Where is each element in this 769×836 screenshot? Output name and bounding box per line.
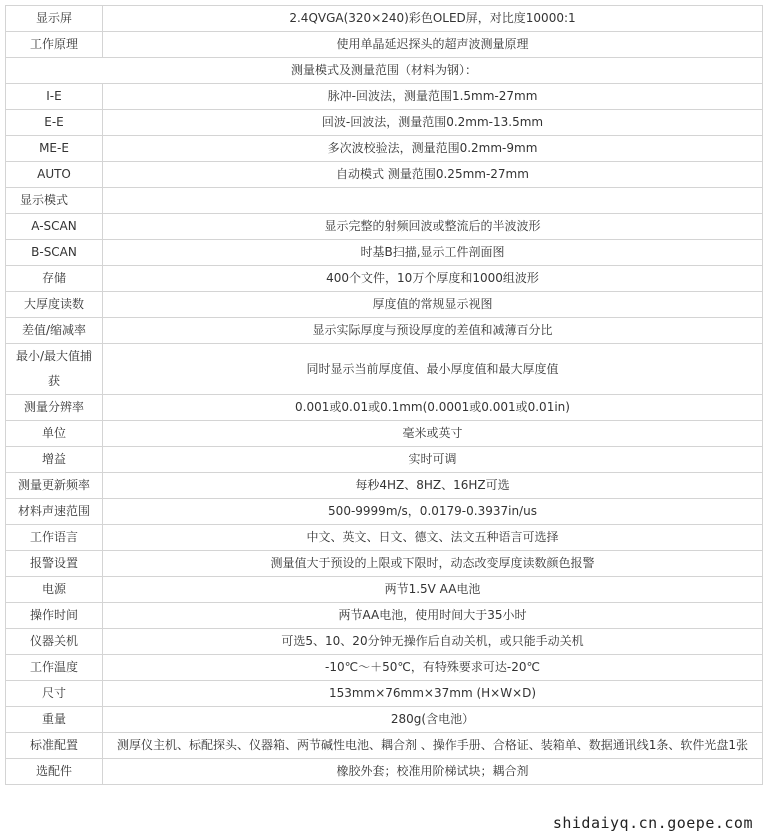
spec-key-cell: 增益	[6, 447, 103, 473]
spec-key-cell: 报警设置	[6, 551, 103, 577]
spec-value-cell: 同时显示当前厚度值、最小厚度值和最大厚度值	[103, 344, 763, 395]
spec-value-cell: 0.001或0.01或0.1mm(0.0001或0.001或0.01in)	[103, 395, 763, 421]
spec-key-cell: 测量分辨率	[6, 395, 103, 421]
table-row	[6, 707, 763, 733]
spec-value-cell: 橡胶外套；校准用阶梯试块；耦合剂	[103, 759, 763, 785]
table-row	[6, 525, 763, 551]
spec-key-cell: 尺寸	[6, 681, 103, 707]
spec-value-cell: 153mm×76mm×37mm (H×W×D)	[103, 681, 763, 707]
spec-value-cell: 测量值大于预设的上限或下限时，动态改变厚度读数颜色报警	[103, 551, 763, 577]
table-row	[6, 499, 763, 525]
table-row	[6, 733, 763, 759]
table-row	[6, 58, 763, 84]
table-row	[6, 266, 763, 292]
spec-key-cell: 工作温度	[6, 655, 103, 681]
table-row	[6, 395, 763, 421]
table-row	[6, 681, 763, 707]
spec-key-cell: I-E	[6, 84, 103, 110]
spec-key-cell: 工作语言	[6, 525, 103, 551]
section-header-cell: 测量模式及测量范围（材料为钢）：	[6, 58, 763, 84]
spec-value-cell: 实时可调	[103, 447, 763, 473]
spec-key-cell: E-E	[6, 110, 103, 136]
spec-value-cell: 中文、英文、日文、德文、法文五种语言可选择	[103, 525, 763, 551]
spec-key-cell: 操作时间	[6, 603, 103, 629]
spec-value-cell: 毫米或英寸	[103, 421, 763, 447]
spec-key-cell: 测量更新频率	[6, 473, 103, 499]
table-row	[6, 32, 763, 58]
table-row	[6, 655, 763, 681]
table-row	[6, 6, 763, 32]
table-row	[6, 110, 763, 136]
table-row	[6, 344, 763, 395]
table-row	[6, 577, 763, 603]
watermark: shidaiyq.cn.goepe.com	[552, 814, 753, 832]
spec-key-cell: 大厚度读数	[6, 292, 103, 318]
spec-key-cell: B-SCAN	[6, 240, 103, 266]
spec-key-cell: 差值/缩减率	[6, 318, 103, 344]
table-row	[6, 292, 763, 318]
spec-key-cell: ME-E	[6, 136, 103, 162]
table-row	[6, 759, 763, 785]
spec-key-cell: 显示模式	[6, 188, 103, 214]
spec-key-cell: 单位	[6, 421, 103, 447]
spec-value-cell: 多次波校验法，测量范围0.2mm-9mm	[103, 136, 763, 162]
spec-value-cell: 测厚仪主机、标配探头、仪器箱、两节碱性电池、耦合剂 、操作手册、合格证、装箱单、数据通讯线1条、软件光盘1张	[103, 733, 763, 759]
spec-value-cell: 500-9999m/s，0.0179-0.3937in/us	[103, 499, 763, 525]
spec-value-cell: 400个文件，10万个厚度和1000组波形	[103, 266, 763, 292]
spec-key-cell: 显示屏	[6, 6, 103, 32]
table-row	[6, 629, 763, 655]
table-row	[6, 214, 763, 240]
spec-value-cell: 时基B扫描,显示工件剖面图	[103, 240, 763, 266]
spec-value-cell: -10℃～＋50℃，有特殊要求可达-20℃	[103, 655, 763, 681]
spec-key-cell: 存储	[6, 266, 103, 292]
table-row	[6, 318, 763, 344]
table-row	[6, 447, 763, 473]
spec-key-cell: A-SCAN	[6, 214, 103, 240]
table-row	[6, 473, 763, 499]
spec-key-cell: 电源	[6, 577, 103, 603]
spec-key-cell: 选配件	[6, 759, 103, 785]
spec-key-cell: AUTO	[6, 162, 103, 188]
spec-value-cell	[103, 188, 763, 214]
table-row	[6, 162, 763, 188]
spec-value-cell: 显示实际厚度与预设厚度的差值和减薄百分比	[103, 318, 763, 344]
spec-key-cell: 工作原理	[6, 32, 103, 58]
spec-key-cell: 标准配置	[6, 733, 103, 759]
spec-value-cell: 回波-回波法，测量范围0.2mm-13.5mm	[103, 110, 763, 136]
spec-key-cell: 重量	[6, 707, 103, 733]
spec-value-cell: 280g(含电池）	[103, 707, 763, 733]
spec-table-container	[5, 5, 763, 785]
spec-value-cell: 使用单晶延迟探头的超声波测量原理	[103, 32, 763, 58]
spec-value-cell: 脉冲-回波法，测量范围1.5mm-27mm	[103, 84, 763, 110]
spec-value-cell: 可选5、10、20分钟无操作后自动关机，或只能手动关机	[103, 629, 763, 655]
table-row	[6, 188, 763, 214]
spec-key-cell: 最小/最大值捕获	[6, 344, 103, 395]
table-row	[6, 84, 763, 110]
spec-table-body	[6, 6, 763, 785]
spec-value-cell: 两节AA电池，使用时间大于35小时	[103, 603, 763, 629]
spec-value-cell: 厚度值的常规显示视图	[103, 292, 763, 318]
table-row	[6, 240, 763, 266]
spec-key-cell: 材料声速范围	[6, 499, 103, 525]
table-row	[6, 136, 763, 162]
spec-value-cell: 显示完整的射频回波或整流后的半波波形	[103, 214, 763, 240]
table-row	[6, 551, 763, 577]
table-row	[6, 603, 763, 629]
spec-value-cell: 自动模式 测量范围0.25mm-27mm	[103, 162, 763, 188]
spec-table	[5, 5, 763, 785]
spec-value-cell: 两节1.5V AA电池	[103, 577, 763, 603]
spec-key-cell: 仪器关机	[6, 629, 103, 655]
spec-value-cell: 2.4QVGA(320×240)彩色OLED屏，对比度10000:1	[103, 6, 763, 32]
table-row	[6, 421, 763, 447]
spec-value-cell: 每秒4HZ、8HZ、16HZ可选	[103, 473, 763, 499]
